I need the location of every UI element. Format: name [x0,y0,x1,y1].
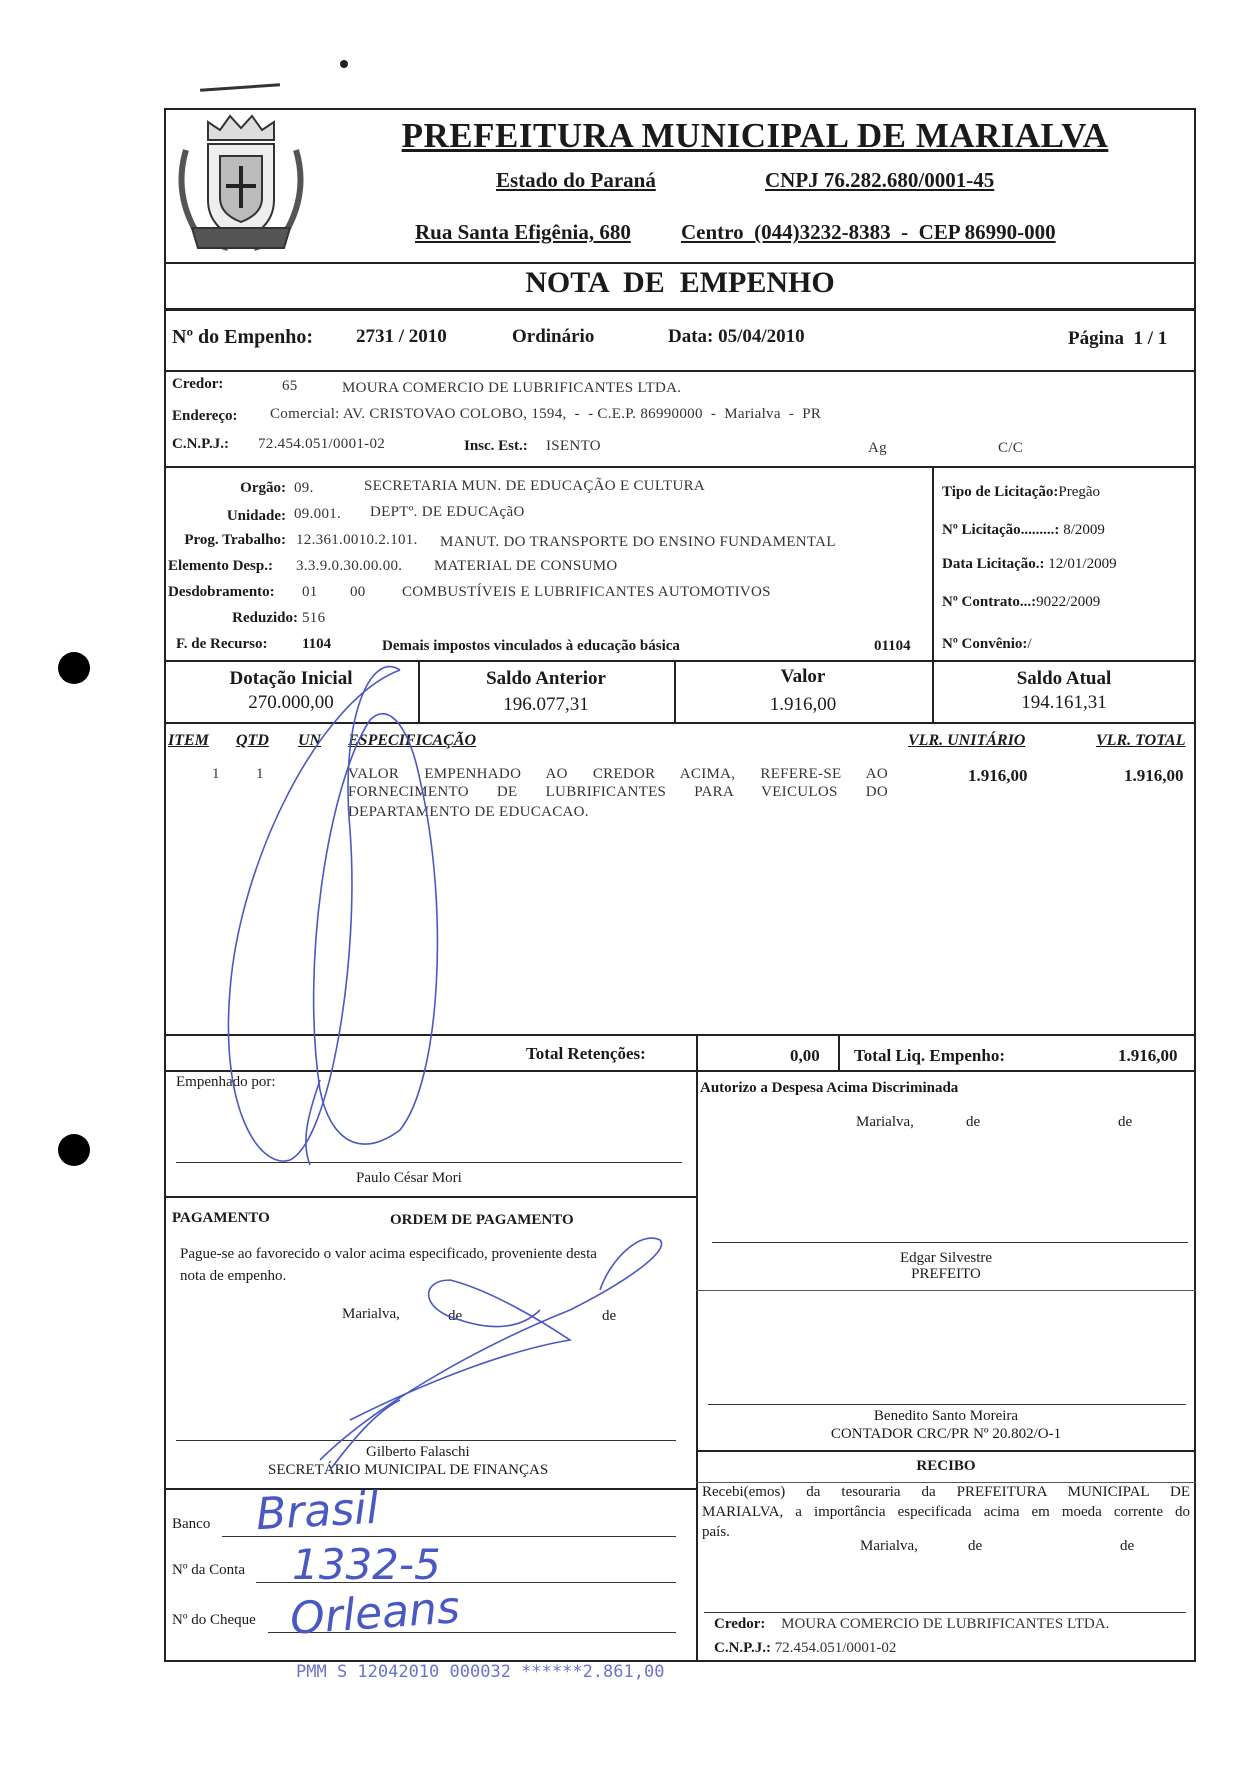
elemento-code: 3.3.9.0.30.00.00. [296,558,403,574]
credor-name: MOURA COMERCIO DE LUBRIFICANTES LTDA. [342,380,682,396]
data-licitacao-value: 12/01/2009 [1048,556,1117,572]
recibo-text-2: MARIALVA, a importância especificada acima em moeda corrente do [702,1504,1190,1520]
num-licitacao [942,522,1105,539]
banco-label: Banco [172,1516,211,1532]
dotacao-inicial-label: Dotação Inicial [229,668,353,689]
saldo-anterior-label: Saldo Anterior [486,668,606,689]
row-spec-line1: VALOR EMPENHADO AO CREDOR ACIMA, REFERE-SE AO [348,766,888,782]
data-licitacao-label: Data Licitação.: [942,556,1045,572]
col-qtd: QTD [236,732,269,749]
pague-text-2: nota de empenho. [180,1268,287,1284]
recibo-cnpj-label: C.N.P.J.: [714,1640,771,1656]
signature-secretario [310,1230,690,1480]
empenhado-label: Empenhado por: [176,1074,276,1090]
total-liq-label: Total Liq. Empenho: [854,1046,1005,1065]
retencoes-value: 0,00 [790,1046,820,1065]
cheque-handwritten: Orleans [288,1582,462,1645]
secretario-name: Gilberto Falaschi [366,1444,470,1460]
dotacao-inicial-value: 270.000,00 [248,692,334,713]
elemento-name: MATERIAL DE CONSUMO [434,558,618,574]
doc-title: NOTA DE EMPENHO [525,266,835,299]
col-especificacao: ESPECIFICAÇÃO [348,732,477,749]
recibo-cnpj [714,1640,896,1657]
recibo-cnpj-value: 72.454.051/0001-02 [774,1640,897,1656]
pague-text-1: Pague-se ao favorecido o valor acima especificado, proveniente desta [180,1246,597,1262]
tipo-licitacao-label: Tipo de Licitação: [942,484,1059,500]
coat-of-arms-icon [168,110,314,260]
contrato-label: Nº Contrato...: [942,594,1037,610]
retencoes-label: Total Retenções: [526,1044,646,1063]
recibo-text-1: Recebi(emos) da tesouraria da PREFEITURA MUNICIPAL DE [702,1484,1190,1500]
autorizo-local: Marialva, [856,1114,914,1130]
recibo-de-2: de [1120,1538,1135,1554]
unidade-label: Unidade: [226,508,286,524]
prefeito-title: PREFEITO [911,1266,981,1282]
credor-label: Credor: [172,376,224,392]
row-qtd: 1 [256,766,264,782]
row-item: 1 [212,766,220,782]
orgao-code: 09. [294,480,314,496]
col-item: ITEM [168,732,209,749]
recibo-credor-label: Credor: [714,1616,766,1632]
pagamento-label: PAGAMENTO [172,1210,270,1226]
page-title: PREFEITURA MUNICIPAL DE MARIALVA [401,116,1109,155]
col-un: UN [298,732,322,749]
fonte-label: F. de Recurso: [176,636,268,652]
saldo-anterior-value: 196.077,31 [503,694,589,715]
secretario-title: SECRETÁRIO MUNICIPAL DE FINANÇAS [268,1462,549,1478]
prog-label: Prog. Trabalho: [184,532,286,548]
empenho-number-label: Nº do Empenho: [172,326,314,348]
fonte-code2: 01104 [874,638,911,654]
credor-address: Comercial: AV. CRISTOVAO COLOBO, 1594, - - C.E.P. 86990000 - Marialva - PR [270,406,822,422]
credor-code: 65 [282,378,298,394]
desdobramento-code1: 01 [302,584,318,600]
conta-label: Nº da Conta [172,1562,245,1578]
col-vlr-total: VLR. TOTAL [1096,732,1186,749]
pagamento-de-2: de [602,1308,617,1324]
address-label: Rua Santa Efigênia, 680 [415,220,631,244]
orgao-label: Orgão: [240,480,286,496]
signature-empenhado [200,660,480,1180]
desdobramento-code2: 00 [350,584,366,600]
row-vlr-total: 1.916,00 [1124,766,1184,785]
address-detail: Centro (044)3232-8383 - CEP 86990-000 [681,220,1056,244]
reduzido-label: Reduzido: [232,610,298,626]
contrato-value: 9022/2009 [1036,594,1101,610]
prog-name: MANUT. DO TRANSPORTE DO ENSINO FUNDAMENTAL [440,534,836,550]
ordem-pagamento-label: ORDEM DE PAGAMENTO [390,1212,574,1228]
conta-handwritten: 1332-5 [292,1540,441,1589]
desdobramento-name: COMBUSTÍVEIS E LUBRIFICANTES AUTOMOTIVOS [402,584,771,600]
punch-hole-top [58,652,90,684]
banco-handwritten: Brasil [254,1482,380,1541]
num-licitacao-label: Nº Licitação.........: [942,522,1060,538]
row-spec-line2: FORNECIMENTO DE LUBRIFICANTES PARA VEICULOS DO [348,784,888,800]
orgao-name: SECRETARIA MUN. DE EDUCAÇÃO E CULTURA [364,478,706,494]
credor-cnpj: 72.454.051/0001-02 [258,436,386,452]
recibo-de-1: de [968,1538,983,1554]
contrato [942,594,1100,611]
convenio-label: Nº Convênio: [942,636,1028,652]
cheque-label: Nº do Cheque [172,1612,256,1628]
empenho-number: 2731 / 2010 [356,326,447,347]
pagamento-local: Marialva, [342,1306,400,1322]
col-vlr-unitario: VLR. UNITÁRIO [908,732,1026,749]
row-vlr-unitario: 1.916,00 [968,766,1028,785]
recibo-text-3: país. [702,1524,730,1540]
empenho-date: Data: 05/04/2010 [668,326,805,347]
total-liq-value: 1.916,00 [1118,1046,1178,1065]
saldo-atual-label: Saldo Atual [1016,668,1112,689]
fonte-code: 1104 [302,636,332,652]
empenho-type: Ordinário [512,326,595,347]
state-label: Estado do Paraná [496,168,656,192]
recibo-credor [714,1616,1109,1633]
desdobramento-label: Desdobramento: [168,584,275,600]
num-licitacao-value: 8/2009 [1063,522,1105,538]
scan-mark [200,83,280,92]
recibo-title: RECIBO [916,1458,976,1474]
cnpj-label: CNPJ 76.282.680/0001-45 [765,168,995,192]
prefeito-name: Edgar Silvestre [899,1250,993,1266]
punch-hole-bottom [58,1134,90,1166]
autorizo-label: Autorizo a Despesa Acima Discriminada [700,1080,959,1096]
prog-code: 12.361.0010.2.101. [296,532,418,548]
unidade-code: 09.001. [294,506,342,522]
insc-value: ISENTO [546,438,601,454]
tipo-licitacao-value: Pregão [1058,484,1101,500]
fonte-name: Demais impostos vinculados à educação básica [382,638,680,654]
elemento-label: Elemento Desp.: [168,558,273,574]
contador-title: CONTADOR CRC/PR Nº 20.802/O-1 [830,1426,1062,1442]
data-licitacao [942,556,1117,573]
unidade-name: DEPTº. DE EDUCAçãO [370,504,525,520]
scan-mark [340,60,348,68]
autorizo-de-2: de [1118,1114,1133,1130]
cnpj-label-credor: C.N.P.J.: [172,436,229,452]
contador-name: Benedito Santo Moreira [873,1408,1019,1424]
valor-label: Valor [780,666,826,687]
saldo-atual-value: 194.161,31 [1021,692,1107,713]
page-number: Página 1 / 1 [1068,328,1168,349]
bank-stamp: PMM S 12042010 000032 ******2.861,00 [296,1662,665,1682]
ag-label: Ag [868,440,887,456]
tipo-licitacao [942,484,1100,501]
insc-label: Insc. Est.: [464,438,528,454]
valor-value: 1.916,00 [769,694,837,715]
empenhado-name: Paulo César Mori [356,1170,462,1186]
convenio [942,636,1032,653]
reduzido-code: 516 [302,610,326,626]
autorizo-de-1: de [966,1114,981,1130]
recibo-local: Marialva, [860,1538,918,1554]
convenio-value: / [1027,636,1032,652]
row-spec-line3: DEPARTAMENTO DE EDUCACAO. [348,804,589,820]
endereco-label: Endereço: [172,408,238,424]
cc-label: C/C [998,440,1024,456]
recibo-credor-name: MOURA COMERCIO DE LUBRIFICANTES LTDA. [781,1616,1110,1632]
pagamento-de-1: de [448,1308,463,1324]
